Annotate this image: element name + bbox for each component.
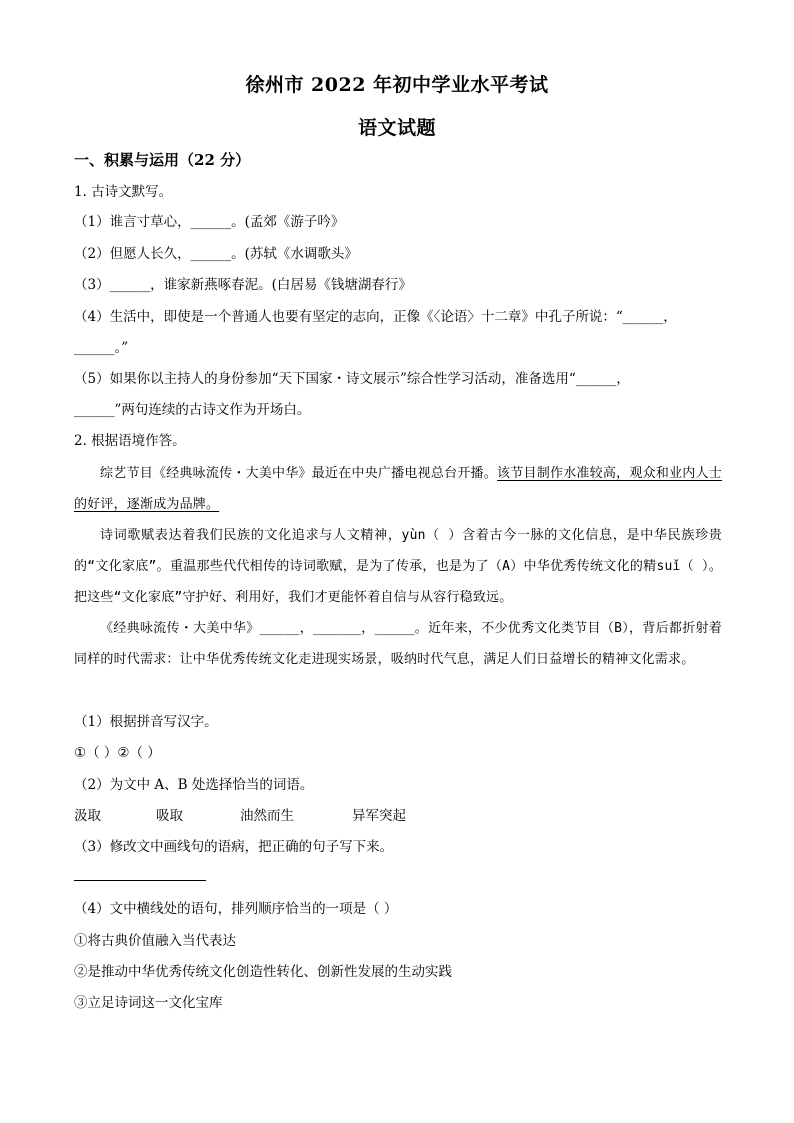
passage-paragraph xyxy=(74,458,722,520)
question-1-item: ______”两句连续的古诗文作为开场白。 xyxy=(74,402,311,418)
choice-item: ③立足诗词这一文化宝库 xyxy=(74,995,223,1011)
choice-item: ②是推动中华优秀传统文化创造性转化、创新性发展的生动实践 xyxy=(74,964,452,980)
question-1-item: （4）生活中，即使是一个普通人也要有坚定的志向，正像《〈论语〉十二章》中孔子所说：“______， xyxy=(74,309,677,325)
reading-passage xyxy=(74,458,722,675)
word-option: 汲取 xyxy=(74,808,101,824)
sub-question-4: （4）文中横线处的语句，排列顺序恰当的一项是（ ） xyxy=(74,901,398,917)
choice-item: ①将古典价值融入当代表达 xyxy=(74,933,236,949)
word-option: 吸取 xyxy=(156,808,183,824)
sub-question-3: （3）修改文中画线句的语病，把正确的句子写下来。 xyxy=(74,839,394,855)
answer-line xyxy=(74,880,206,881)
passage-paragraph: 《经典咏流传・大美中华》_____，______，_____。近年来，不少优秀文化类节目（B），背后都折射着同样的时代需求：让中华优秀传统文化走进现实场景，吸纳时代气息，满足人们日益增长的精神文化需求。 xyxy=(74,621,722,667)
question-1-stem: 1. 古诗文默写。 xyxy=(74,184,173,200)
section-heading: 一、积累与运用（22 分） xyxy=(74,151,251,169)
question-1-item: （5）如果你以主持人的身份参加“天下国家・诗文展示”综合性学习活动，准备选用“______， xyxy=(74,371,630,387)
question-1-item: ______。” xyxy=(74,340,129,356)
word-options xyxy=(74,806,442,826)
pinyin-answer-blanks: ①（ ）②（ ） xyxy=(74,745,161,761)
question-1-item: （3）______，谁家新燕啄春泥。(白居易《钱塘湖春行》 xyxy=(74,277,412,293)
question-1-item: （2）但愿人长久，______。(苏轼《水调歌头》 xyxy=(74,246,358,262)
question-2-stem: 2. 根据语境作答。 xyxy=(74,433,186,449)
sub-question-2: （2）为文中 A、B 处选择恰当的词语。 xyxy=(74,777,314,793)
exam-title: 徐州市 2022 年初中学业水平考试 xyxy=(245,74,549,96)
paper-subtitle: 语文试题 xyxy=(357,117,436,139)
passage-text: 综艺节目《经典咏流传・大美中华》最近在中央广播电视总台开播。 xyxy=(100,466,498,481)
word-option: 油然而生 xyxy=(240,808,294,824)
question-1-item: （1）谁言寸草心，______。(孟郊《游子吟》 xyxy=(74,214,345,230)
passage-paragraph: 诗词歌赋表达着我们民族的文化追求与人文精神，yùn（ ）含着古今一脉的文化信息，是中华民族珍贵的“文化家底”。重温那些代代相传的诗词歌赋，是为了传承，也是为了（A）中华优秀传统文化的精suǐ（ ）。把这些“文化家底”守护好、利用好，我们才更能怀着自信与从容行稳致远。 xyxy=(74,528,722,605)
sub-question-1: （1）根据拼音写汉字。 xyxy=(74,714,218,730)
underlined-sentence: 该节目制作水准较高，观众和业内人士的好评，逐渐成为品牌。 xyxy=(74,466,722,512)
word-option: 异军突起 xyxy=(352,808,406,824)
